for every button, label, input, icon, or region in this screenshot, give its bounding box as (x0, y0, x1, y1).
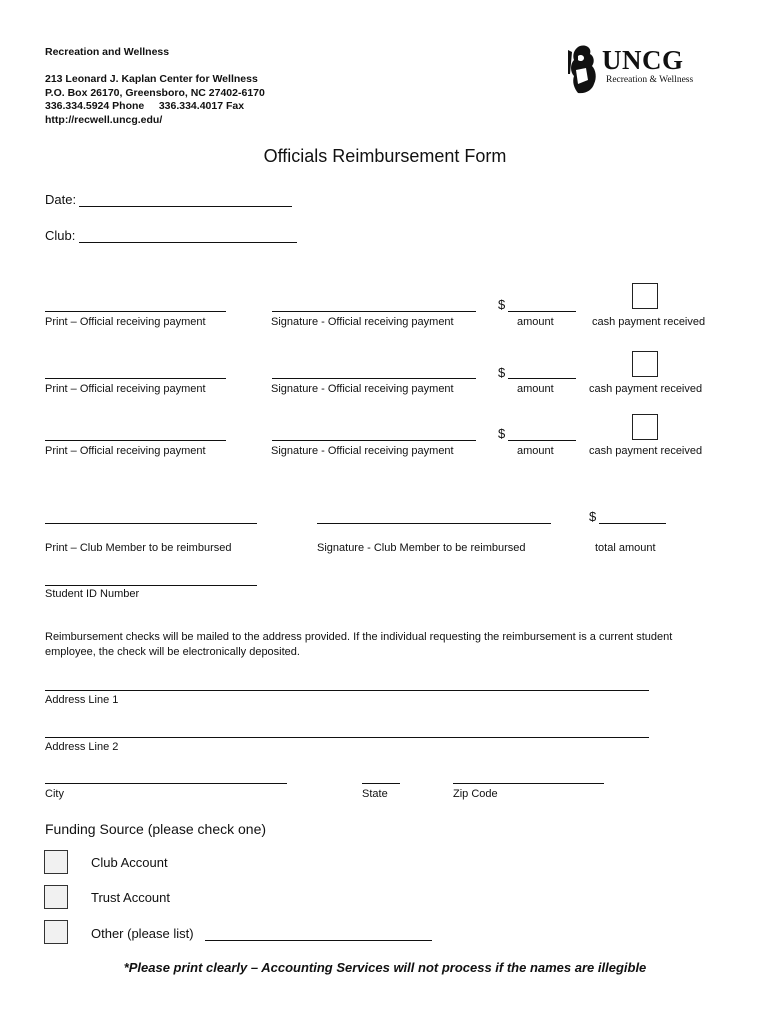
address-line-1-label: Address Line 1 (45, 694, 119, 706)
official-print-label: Print – Official receiving payment (45, 445, 206, 457)
official-print-field[interactable] (45, 378, 226, 379)
club-account-checkbox[interactable] (44, 850, 68, 874)
uncg-logo (566, 44, 716, 94)
trust-account-label: Trust Account (91, 890, 170, 905)
official-amount-field[interactable] (508, 311, 576, 312)
address-line-header-2: P.O. Box 26170, Greensboro, NC 27402-6170 (45, 86, 265, 99)
trust-account-checkbox[interactable] (44, 885, 68, 909)
state-label: State (362, 788, 388, 800)
member-print-label: Print – Club Member to be reimbursed (45, 542, 232, 554)
date-label: Date: (45, 192, 77, 207)
form-title: Officials Reimbursement Form (263, 146, 507, 166)
official-signature-field[interactable] (272, 440, 476, 441)
official-signature-field[interactable] (272, 311, 476, 312)
amount-label: amount (517, 383, 554, 395)
cash-received-label: cash payment received (589, 445, 703, 457)
member-signature-label: Signature - Club Member to be reimbursed (317, 542, 526, 554)
dollar-sign: $ (498, 365, 506, 380)
cash-received-checkbox[interactable] (632, 283, 658, 309)
zip-field[interactable] (453, 783, 604, 784)
total-amount-field[interactable] (599, 523, 666, 524)
cash-received-label: cash payment received (592, 316, 706, 328)
club-field[interactable] (79, 242, 297, 243)
reimbursement-instructions: Reimbursement checks will be mailed to the address provided. If the individual requesting the reimbursement is a current student employee, the check will be electronically deposited. (45, 631, 673, 658)
official-print-label: Print – Official receiving payment (45, 316, 206, 328)
member-print-field[interactable] (45, 523, 257, 524)
dollar-sign: $ (498, 426, 506, 441)
minerva-icon (566, 44, 600, 94)
department-name: Recreation and Wellness (45, 46, 170, 58)
official-signature-label: Signature - Official receiving payment (271, 316, 454, 328)
other-field[interactable] (205, 940, 432, 941)
cash-received-checkbox[interactable] (632, 414, 658, 440)
address-line-2-field[interactable] (45, 737, 649, 738)
cash-received-checkbox[interactable] (632, 351, 658, 377)
member-signature-field[interactable] (317, 523, 551, 524)
official-signature-label: Signature - Official receiving payment (271, 445, 454, 457)
phone-fax: 336.334.5924 Phone 336.334.4017 Fax (45, 100, 245, 112)
official-print-field[interactable] (45, 440, 226, 441)
other-checkbox[interactable] (44, 920, 68, 944)
total-amount-label: total amount (595, 542, 656, 554)
dollar-sign: $ (498, 297, 506, 312)
amount-label: amount (517, 445, 554, 457)
club-label: Club: (45, 228, 76, 243)
official-amount-field[interactable] (508, 440, 576, 441)
address-line-header-1: 213 Leonard J. Kaplan Center for Wellness (45, 73, 258, 85)
official-signature-field[interactable] (272, 378, 476, 379)
logo-subtitle: Recreation & Wellness (606, 75, 694, 85)
city-label: City (45, 788, 64, 800)
logo-wordmark: UNCG (602, 45, 684, 75)
address-line-2-label: Address Line 2 (45, 741, 119, 753)
cash-received-label: cash payment received (589, 383, 703, 395)
official-print-label: Print – Official receiving payment (45, 383, 206, 395)
footer-note: *Please print clearly – Accounting Services will not process if the names are illegible (123, 960, 647, 975)
club-account-label: Club Account (91, 855, 168, 870)
student-id-label: Student ID Number (45, 588, 140, 600)
funding-heading: Funding Source (please check one) (45, 821, 267, 837)
date-field[interactable] (79, 206, 292, 207)
other-label: Other (please list) (91, 926, 194, 941)
address-line-1-field[interactable] (45, 690, 649, 691)
student-id-field[interactable] (45, 585, 257, 586)
website-link: http://recwell.uncg.edu/ (45, 113, 163, 126)
state-field[interactable] (362, 783, 400, 784)
total-dollar-sign: $ (589, 509, 597, 524)
city-field[interactable] (45, 783, 287, 784)
amount-label: amount (517, 316, 554, 328)
official-print-field[interactable] (45, 311, 226, 312)
official-signature-label: Signature - Official receiving payment (271, 383, 454, 395)
zip-label: Zip Code (453, 788, 498, 800)
official-amount-field[interactable] (508, 378, 576, 379)
